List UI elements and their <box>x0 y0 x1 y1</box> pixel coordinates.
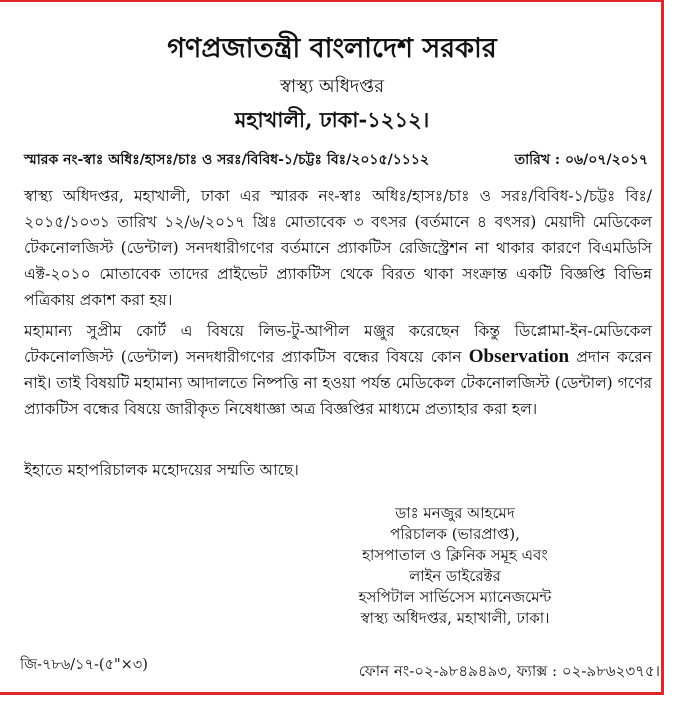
signatory-unit: হাসপাতাল ও ক্লিনিক সমূহ এবং <box>362 546 548 564</box>
department-heading: স্বাস্থ্য অধিদপ্তর <box>279 76 384 97</box>
signatory-role: লাইন ডাইরেক্টর <box>409 567 501 585</box>
address-heading: মহাখালী, ঢাকা-১২১২। <box>234 107 430 132</box>
body-paragraph-2 <box>24 318 652 422</box>
body-paragraph-1: স্বাস্থ্য অধিদপ্তর, মহাখালী, ঢাকা এর স্মারক নং-স্বাঃ অধিঃ/হাসঃ/চাঃ ও সরঃ/বিবিধ-১/চট্টঃ বিঃ/২০১৫/১০৩১ তারিখ ১২/৬/২০১৭ খ্রিঃ মোতাবেক ৩ বৎসর (বর্তমানে ৪ বৎসর) মেয়াদী মেডিকেল টেকনোলজিস্ট (ডেন্টাল) সনদধারীগণের বর্তমানে প্র্যাকটিস রেজিস্ট্রেশন না থাকার কারণে বিএমডিসি এক্ট-২০১০ মোতাবেক তাদের প্রাইভেট প্র্যাকটিস থেকে বিরত থাকা সংক্রান্ত একটি বিজ্ঞপ্তি বিভিন্ন পত্রিকায় প্রকাশ করা হয়। <box>24 187 652 309</box>
signatory-office: স্বাস্থ্য অধিদপ্তর, মহাখালী, ঢাকা। <box>360 609 550 627</box>
memo-date: তারিখ : ০৬/০৭/২০১৭ <box>514 152 648 168</box>
paragraph-2-text-before: মহামান্য সুপ্রীম কোর্ট এ বিষয়ে লিভ-টু-আপীল মঞ্জুর করেছেন কিন্তু ডিপ্লোমা-ইন-মেডিকেল টেকনোলজিস্ট (ডেন্টাল) সনদধারীগণের প্র্যাকটিস বন্ধের বিষয়ে কোন <box>24 322 652 366</box>
contact-line: ফোন নং-০২-৯৮৪৯৪৯৩, ফ্যাক্স : ০২-৯৮৬২৩৭৫। <box>358 662 660 680</box>
memo-number: স্মারক নং-স্বাঃ অধিঃ/হাসঃ/চাঃ ও সরঃ/বিবিধ-১/চট্টঃ বিঃ/২০১৫/১১১২ <box>24 152 430 168</box>
memo-row <box>24 148 648 172</box>
signature-block <box>260 503 650 629</box>
ad-reference: জি-৭৮৬/১৭-(৫"×৩) <box>20 657 148 673</box>
government-heading: গণপ্রজাতন্ত্রী বাংলাদেশ সরকার <box>167 33 497 64</box>
signatory-program: হসপিটাল সার্ভিসেস ম্যানেজমেন্ট <box>358 588 552 606</box>
paragraph-2-text-after: প্রদান করেন নাই। তাই বিষয়টি মহামান্য আদালতে নিষ্পত্তি না হওয়া পর্যন্ত মেডিকেল টেকনোলজিস্ট (ডেন্টাল) গণের প্র্যাকটিস বন্ধের বিষয়ে জারীকৃত নিষেধাজ্ঞা অত্র বিজ্ঞপ্তির মাধ্যমে প্রত্যাহার করা হল। <box>24 348 652 418</box>
body-paragraph-3: ইহাতে মহাপরিচালক মহোদয়ের সম্মতি আছে। <box>24 461 299 479</box>
signatory-title: পরিচালক (ভারপ্রাপ্ত), <box>390 525 520 543</box>
signatory-name: ডাঃ মনজুর আহমেদ <box>395 504 515 522</box>
observation-keyword: Observation <box>468 346 570 367</box>
